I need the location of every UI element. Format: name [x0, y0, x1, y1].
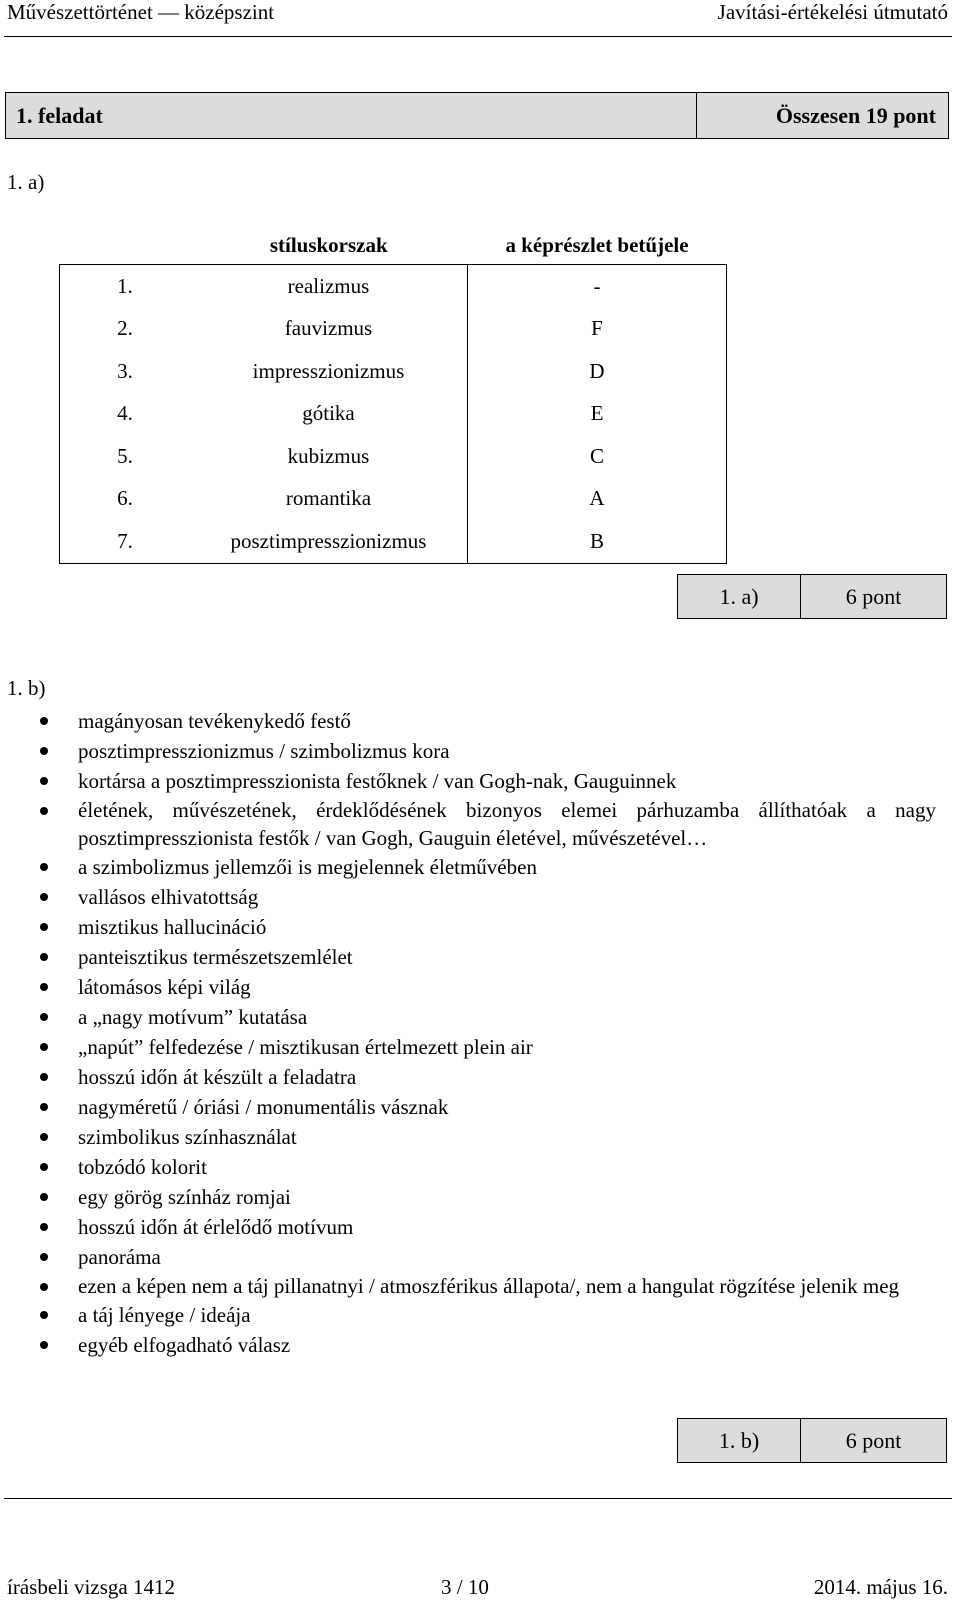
list-item: „napút” felfedezése / misztikusan értelmezett plein air — [38, 1032, 936, 1062]
list-item: látomásos képi világ — [38, 972, 936, 1002]
row-number: 5. — [60, 435, 191, 478]
part-b-score-box — [677, 1418, 947, 1463]
list-item: egyéb elfogadható válasz — [38, 1330, 936, 1360]
part-a-score-box — [677, 574, 947, 619]
row-style-name: fauvizmus — [190, 308, 468, 351]
list-item: kortársa a posztimpresszionista festőknek / van Gogh-nak, Gauguinnek — [38, 766, 936, 796]
list-item: magányosan tevékenykedő festő — [38, 706, 936, 736]
part-a-score-label: 1. a) — [678, 575, 801, 618]
part-b-label: 1. b) — [7, 676, 46, 700]
row-letter: A — [468, 478, 727, 521]
column-header-letter: a képrészlet betűjele — [505, 232, 689, 257]
header-left: Művészettörténet — középszint — [7, 0, 275, 24]
list-item: a szimbolizmus jellemzői is megjelennek életművében — [38, 852, 936, 882]
task-title-bar — [5, 92, 949, 139]
list-item: életének, művészetének, érdeklődésének bizonyos elemei párhuzamba állíthatóak a nagy posztimpresszionista festők / van Gogh, Gauguin életével, művészetével… — [38, 796, 936, 852]
header-divider — [4, 36, 952, 37]
answer-list — [38, 706, 936, 1360]
row-style-name: realizmus — [190, 265, 468, 308]
list-item: a táj lényege / ideája — [38, 1300, 936, 1330]
list-item: vallásos elhivatottság — [38, 882, 936, 912]
row-number: 2. — [60, 308, 191, 351]
list-item: a „nagy motívum” kutatása — [38, 1002, 936, 1032]
row-style-name: posztimpresszionizmus — [190, 520, 468, 563]
row-number: 3. — [60, 350, 191, 393]
part-a-label: 1. a) — [7, 170, 45, 194]
list-item: tobzódó kolorit — [38, 1152, 936, 1182]
part-a-score-value: 6 pont — [845, 583, 902, 609]
row-style-name: kubizmus — [190, 435, 468, 478]
footer-page-number: 3 / 10 — [441, 1575, 489, 1599]
table-row — [60, 265, 727, 308]
list-item: panteisztikus természetszemlélet — [38, 942, 936, 972]
row-letter: E — [468, 393, 727, 436]
table-row — [60, 478, 727, 521]
list-item: misztikus hallucináció — [38, 912, 936, 942]
row-style-name: romantika — [190, 478, 468, 521]
row-letter: B — [468, 520, 727, 563]
table-header-row — [60, 226, 727, 265]
table-row — [60, 350, 727, 393]
row-letter: - — [468, 265, 727, 308]
table-row — [60, 435, 727, 478]
row-number: 1. — [60, 265, 191, 308]
table-row — [60, 393, 727, 436]
list-item: panoráma — [38, 1242, 936, 1272]
row-style-name: gótika — [190, 393, 468, 436]
column-header-style: stíluskorszak — [269, 232, 388, 257]
list-item: hosszú időn át készült a feladatra — [38, 1062, 936, 1092]
part-b-score-label: 1. b) — [678, 1419, 801, 1462]
footer-left: írásbeli vizsga 1412 — [7, 1575, 175, 1599]
row-letter: C — [468, 435, 727, 478]
footer-date: 2014. május 16. — [813, 1575, 948, 1599]
list-item: nagyméretű / óriási / monumentális vásznak — [38, 1092, 936, 1122]
table-row — [60, 520, 727, 563]
list-item: egy görög színház romjai — [38, 1182, 936, 1212]
style-period-table — [59, 226, 727, 564]
row-number: 6. — [60, 478, 191, 521]
part-b-score-value: 6 pont — [845, 1427, 902, 1453]
row-letter: F — [468, 308, 727, 351]
table-row — [60, 308, 727, 351]
row-number: 4. — [60, 393, 191, 436]
row-letter: D — [468, 350, 727, 393]
row-style-name: impresszionizmus — [190, 350, 468, 393]
task-total: Összesen 19 pont — [775, 102, 936, 128]
row-number: 7. — [60, 520, 191, 563]
list-item: ezen a képen nem a táj pillanatnyi / atmoszférikus állapota/, nem a hangulat rögzítése jelenik meg — [38, 1272, 936, 1300]
header-right: Javítási-értékelési útmutató — [717, 0, 948, 24]
task-title: 1. feladat — [6, 93, 697, 138]
list-item: hosszú időn át érlelődő motívum — [38, 1212, 936, 1242]
list-item: posztimpresszionizmus / szimbolizmus kora — [38, 736, 936, 766]
footer-divider — [4, 1498, 952, 1499]
list-item: szimbolikus színhasználat — [38, 1122, 936, 1152]
